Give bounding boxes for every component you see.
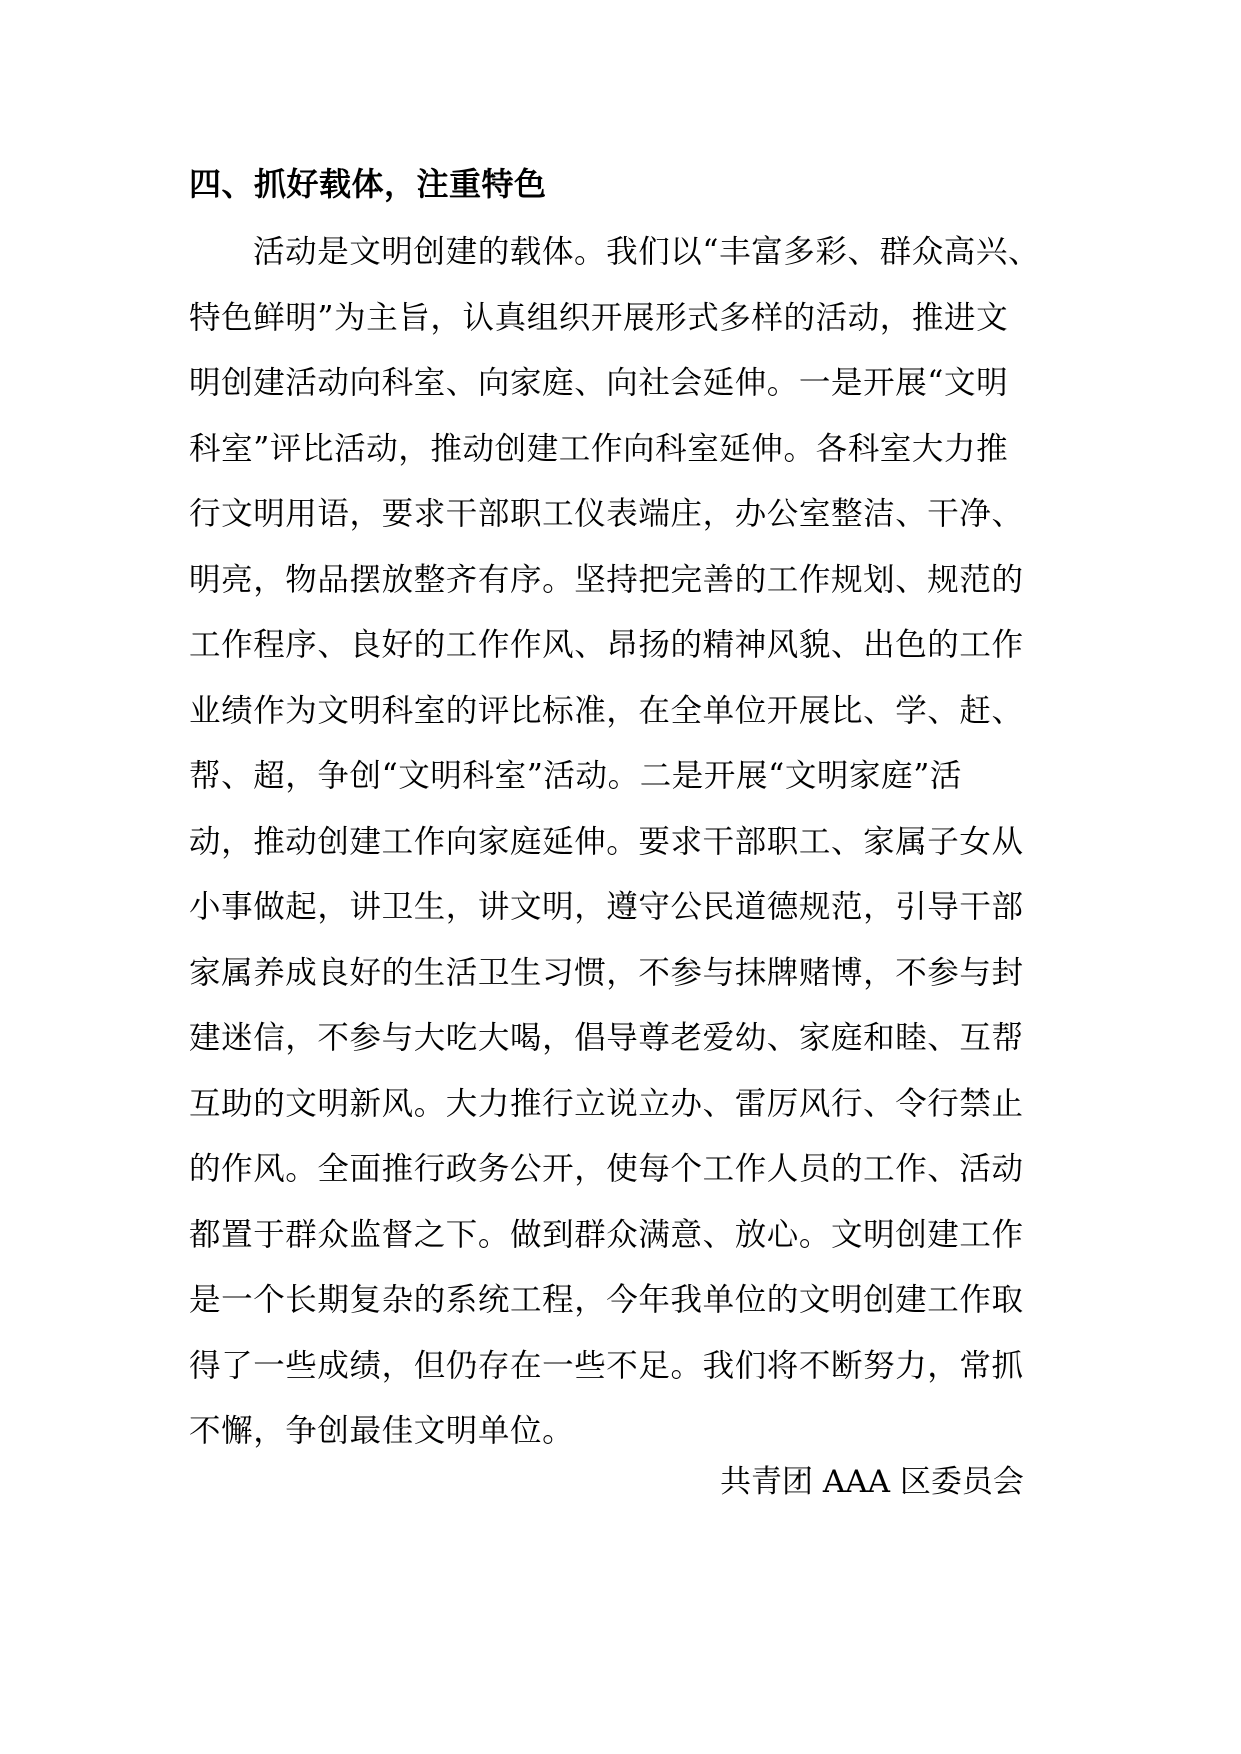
paragraph-line: 工作程序、良好的工作作风、昂扬的精神风貌、出色的工作 [189, 627, 1024, 663]
paragraph-line: 建迷信，不参与大吃大喝，倡导尊老爱幼、家庭和睦、互帮 [189, 1020, 1024, 1056]
paragraph-line: 动，推动创建工作向家庭延伸。要求干部职工、家属子女从 [189, 823, 1024, 860]
paragraph-line: 帮、超，争创“文明科室”活动。二是开展“文明家庭”活 [189, 758, 963, 794]
paragraph-line: 明亮，物品摆放整齐有序。坚持把完善的工作规划、规范的 [189, 561, 1024, 598]
paragraph-line: 得了一些成绩，但仍存在一些不足。我们将不断努力，常抓 [189, 1347, 1024, 1384]
paragraph-line: 活动是文明创建的载体。我们以“丰富多彩、群众高兴、 [253, 234, 1041, 270]
paragraph-line: 互助的文明新风。大力推行立说立办、雷厉风行、令行禁止 [189, 1085, 1024, 1122]
paragraph-line: 明创建活动向科室、向家庭、向社会延伸。一是开展“文明 [189, 365, 1009, 401]
paragraph-line: 特色鲜明”为主旨，认真组织开展形式多样的活动，推进文 [189, 299, 1009, 336]
paragraph-line: 家属养成良好的生活卫生习惯，不参与抹牌赌博，不参与封 [189, 954, 1024, 991]
paragraph-line: 是一个长期复杂的系统工程，今年我单位的文明创建工作取 [189, 1282, 1024, 1318]
body-paragraph [189, 220, 1069, 1465]
paragraph-line: 行文明用语，要求干部职工仪表端庄，办公室整洁、干净、 [189, 496, 1024, 532]
paragraph-line: 都置于群众监督之下。做到群众满意、放心。文明创建工作 [189, 1216, 1024, 1253]
paragraph-line: 不懈，争创最佳文明单位。 [189, 1413, 575, 1449]
paragraph-line: 小事做起，讲卫生，讲文明，遵守公民道德规范，引导干部 [189, 889, 1024, 925]
paragraph-line: 的作风。全面推行政务公开，使每个工作人员的工作、活动 [189, 1151, 1024, 1187]
paragraph-line: 科室”评比活动，推动创建工作向科室延伸。各科室大力推 [189, 430, 1009, 467]
section-heading: 四、抓好载体，注重特色 [189, 165, 547, 203]
paragraph-line: 业绩作为文明科室的评比标准，在全单位开展比、学、赶、 [189, 692, 1024, 729]
signature: 共青团 AAA 区委员会 [720, 1464, 1024, 1500]
